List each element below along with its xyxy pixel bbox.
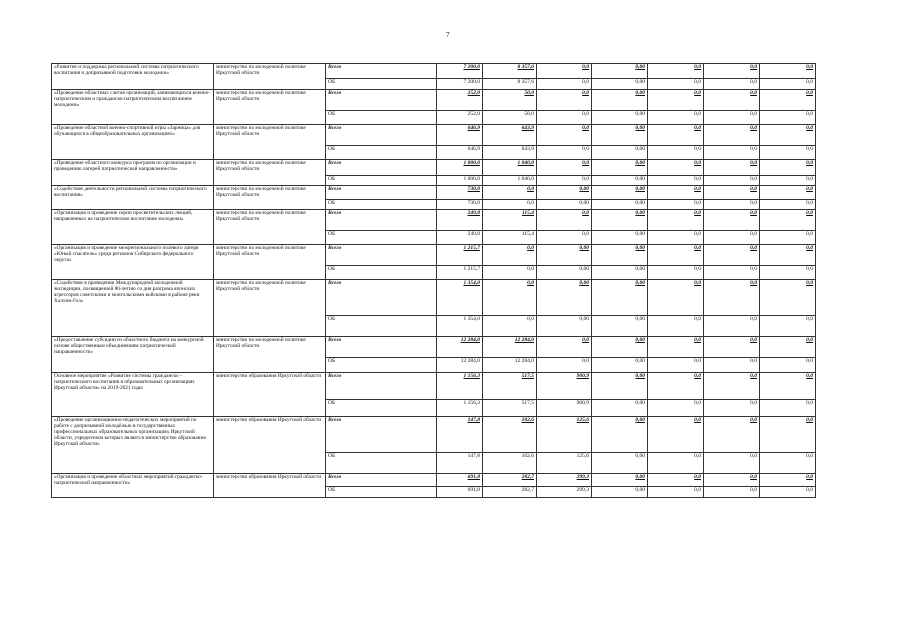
- total-value-cell: 0,00: [592, 373, 648, 400]
- total-value-cell: 249,8: [437, 210, 483, 231]
- event-name-cell: «Организация и проведение областных мероприятий гражданско-патриотической направленности»: [52, 474, 214, 498]
- ob-value-cell: 0,0: [704, 200, 760, 210]
- ob-value-cell: 50,0: [483, 111, 537, 125]
- table-row: [52, 160, 816, 176]
- funding-source-total-label: Всего: [326, 337, 437, 358]
- total-value-cell: 115,4: [483, 210, 537, 231]
- ob-value-cell: 0,0: [483, 200, 537, 210]
- ob-value-cell: 0,0: [648, 266, 704, 280]
- ob-value-cell: 1 156,3: [437, 400, 483, 417]
- ob-value-cell: 0,0: [760, 358, 816, 373]
- ob-value-cell: 0,0: [648, 316, 704, 337]
- ob-value-cell: 0,0: [648, 453, 704, 474]
- ob-value-cell: 0,0: [704, 79, 760, 90]
- responsible-cell: министерство по молодежной политике Иркутской области: [214, 210, 326, 245]
- total-value-cell: 691,8: [437, 474, 483, 487]
- total-value-cell: 0,0: [483, 186, 537, 200]
- ob-value-cell: 7 200,0: [437, 79, 483, 90]
- ob-value-cell: 147,8: [437, 453, 483, 474]
- total-value-cell: 0,00: [592, 160, 648, 176]
- total-value-cell: 0,00: [592, 64, 648, 79]
- responsible-cell: министерство по молодежной политике Иркутской области: [214, 280, 326, 337]
- ob-value-cell: 0,00: [592, 358, 648, 373]
- funding-source-total-label: Всего: [326, 210, 437, 231]
- ob-value-cell: 252,0: [437, 111, 483, 125]
- ob-value-cell: 0,0: [760, 111, 816, 125]
- total-value-cell: 0,0: [648, 125, 704, 146]
- total-value-cell: 0,0: [537, 210, 592, 231]
- total-value-cell: 0,00: [537, 280, 592, 316]
- ob-value-cell: 299,3: [537, 487, 592, 498]
- total-value-cell: 0,0: [648, 474, 704, 487]
- total-value-cell: 646,9: [437, 125, 483, 146]
- funding-source-ob-label: ОБ: [326, 453, 437, 474]
- total-value-cell: 0,0: [648, 417, 704, 453]
- funding-source-ob-label: ОБ: [326, 146, 437, 160]
- total-value-cell: 299,3: [537, 474, 592, 487]
- ob-value-cell: 646,9: [437, 146, 483, 160]
- total-value-cell: 0,0: [648, 90, 704, 111]
- total-value-cell: 1 000,0: [437, 160, 483, 176]
- event-name-cell: «Содействие в проведении Международной молодежной экспедиции, посвященной 80-летию со дня разгрома японских агрессоров советскими и монгольскими войсками в районе реки Халхин-Гол»: [52, 280, 214, 337]
- ob-value-cell: 249,8: [437, 231, 483, 245]
- ob-value-cell: 0,0: [704, 316, 760, 337]
- total-value-cell: 0,00: [592, 245, 648, 266]
- funding-source-total-label: Всего: [326, 280, 437, 316]
- ob-value-cell: 0,00: [592, 176, 648, 186]
- funding-source-total-label: Всего: [326, 64, 437, 79]
- total-value-cell: 0,0: [760, 90, 816, 111]
- ob-value-cell: 8 357,6: [483, 79, 537, 90]
- table-row: [52, 245, 816, 266]
- ob-value-cell: 0,00: [592, 79, 648, 90]
- ob-value-cell: 0,0: [648, 176, 704, 186]
- table-row: [52, 373, 816, 400]
- ob-value-cell: 0,0: [483, 266, 537, 280]
- total-value-cell: 0,00: [537, 186, 592, 200]
- total-value-cell: 0,0: [760, 337, 816, 358]
- ob-value-cell: 0,0: [648, 400, 704, 417]
- event-name-cell: «Проведение областных слетов организаций, занимающихся военно-патриотическим и гражданско-патриотическим воспитанием молодежи»: [52, 90, 214, 125]
- funding-source-ob-label: ОБ: [326, 316, 437, 337]
- total-value-cell: 0,0: [760, 160, 816, 176]
- funding-source-ob-label: ОБ: [326, 487, 437, 498]
- total-value-cell: 0,0: [760, 210, 816, 231]
- ob-value-cell: 0,0: [760, 231, 816, 245]
- ob-value-cell: 517,5: [483, 400, 537, 417]
- total-value-cell: 1 215,7: [437, 245, 483, 266]
- total-value-cell: 0,0: [648, 160, 704, 176]
- funding-source-ob-label: ОБ: [326, 266, 437, 280]
- event-name-cell: Основное мероприятие «Развитие системы гражданско - патриотического воспитания в образовательных организациях Иркутской области» на 2019-2021 годы: [52, 373, 214, 417]
- funding-source-ob-label: ОБ: [326, 79, 437, 90]
- ob-value-cell: 0,0: [483, 316, 537, 337]
- total-value-cell: 1 156,3: [437, 373, 483, 400]
- total-value-cell: 900,9: [537, 373, 592, 400]
- ob-value-cell: 1 040,0: [483, 176, 537, 186]
- total-value-cell: 0,00: [592, 210, 648, 231]
- total-value-cell: 0,0: [704, 90, 760, 111]
- ob-value-cell: 0,0: [537, 111, 592, 125]
- funding-source-ob-label: ОБ: [326, 176, 437, 186]
- ob-value-cell: 643,9: [483, 146, 537, 160]
- ob-value-cell: 0,0: [648, 358, 704, 373]
- ob-value-cell: 0,0: [760, 400, 816, 417]
- responsible-cell: министерство по молодежной политике Иркутской области: [214, 337, 326, 373]
- total-value-cell: 0,0: [704, 417, 760, 453]
- total-value-cell: 7 200,0: [437, 64, 483, 79]
- total-value-cell: 0,0: [537, 64, 592, 79]
- table-row: [52, 417, 816, 453]
- ob-value-cell: 102,6: [483, 453, 537, 474]
- ob-value-cell: 0,00: [592, 231, 648, 245]
- total-value-cell: 50,0: [483, 90, 537, 111]
- ob-value-cell: 0,00: [592, 400, 648, 417]
- ob-value-cell: 0,0: [648, 79, 704, 90]
- total-value-cell: 0,0: [760, 125, 816, 146]
- total-value-cell: 125,6: [537, 417, 592, 453]
- ob-value-cell: 0,0: [760, 176, 816, 186]
- ob-value-cell: 0,0: [704, 176, 760, 186]
- table-row: [52, 186, 816, 200]
- ob-value-cell: 1 354,0: [437, 316, 483, 337]
- funding-source-total-label: Всего: [326, 160, 437, 176]
- total-value-cell: 0,00: [592, 280, 648, 316]
- ob-value-cell: 0,00: [592, 146, 648, 160]
- event-name-cell: «Проведение областной военно-спортивной игры «Зарница» для обучающихся в общеобразовательных организациях»: [52, 125, 214, 160]
- total-value-cell: 0,0: [760, 64, 816, 79]
- responsible-cell: министерство по молодежной политике Иркутской области: [214, 90, 326, 125]
- total-value-cell: 0,0: [648, 186, 704, 200]
- total-value-cell: 0,0: [537, 125, 592, 146]
- ob-value-cell: 0,0: [760, 487, 816, 498]
- total-value-cell: 0,0: [704, 245, 760, 266]
- ob-value-cell: 0,0: [704, 400, 760, 417]
- total-value-cell: 0,00: [592, 125, 648, 146]
- ob-value-cell: 691,8: [437, 487, 483, 498]
- total-value-cell: 0,0: [648, 280, 704, 316]
- event-name-cell: «Организация и проведение серии просветительских лекций, направленных на патриотическое воспитание молодежи»: [52, 210, 214, 245]
- funding-source-ob-label: ОБ: [326, 400, 437, 417]
- total-value-cell: 1 040,0: [483, 160, 537, 176]
- total-value-cell: 0,0: [704, 337, 760, 358]
- ob-value-cell: 0,0: [648, 146, 704, 160]
- total-value-cell: 0,00: [592, 417, 648, 453]
- ob-value-cell: 0,00: [592, 266, 648, 280]
- funding-source-ob-label: ОБ: [326, 231, 437, 245]
- total-value-cell: 12 284,0: [437, 337, 483, 358]
- ob-value-cell: 0,0: [648, 200, 704, 210]
- funding-source-total-label: Всего: [326, 125, 437, 146]
- total-value-cell: 0,0: [704, 125, 760, 146]
- ob-value-cell: 0,00: [592, 453, 648, 474]
- responsible-cell: министерство по молодежной политике Иркутской области: [214, 64, 326, 90]
- total-value-cell: 0,0: [760, 373, 816, 400]
- responsible-cell: министерство образования Иркутской области: [214, 474, 326, 498]
- ob-value-cell: 0,0: [648, 487, 704, 498]
- funding-source-ob-label: ОБ: [326, 358, 437, 373]
- page-number: 7: [446, 31, 450, 39]
- ob-value-cell: 0,00: [592, 487, 648, 498]
- ob-value-cell: 0,0: [704, 453, 760, 474]
- total-value-cell: 517,5: [483, 373, 537, 400]
- total-value-cell: 0,0: [760, 280, 816, 316]
- event-name-cell: «Содействие деятельности региональной системы патриотического воспитания»: [52, 186, 214, 210]
- ob-value-cell: 115,4: [483, 231, 537, 245]
- total-value-cell: 252,0: [437, 90, 483, 111]
- table-row: [52, 64, 816, 79]
- funding-source-total-label: Всего: [326, 474, 437, 487]
- ob-value-cell: 1 215,7: [437, 266, 483, 280]
- funding-source-total-label: Всего: [326, 417, 437, 453]
- funding-source-total-label: Всего: [326, 90, 437, 111]
- responsible-cell: министерство образования Иркутской области: [214, 373, 326, 417]
- total-value-cell: 147,8: [437, 417, 483, 453]
- ob-value-cell: 0,0: [704, 266, 760, 280]
- total-value-cell: 0,0: [483, 245, 537, 266]
- total-value-cell: 0,00: [592, 186, 648, 200]
- total-value-cell: 0,0: [704, 474, 760, 487]
- ob-value-cell: 0,0: [537, 146, 592, 160]
- ob-value-cell: 0,0: [760, 200, 816, 210]
- ob-value-cell: 12 284,0: [483, 358, 537, 373]
- total-value-cell: 0,0: [537, 337, 592, 358]
- total-value-cell: 0,0: [760, 186, 816, 200]
- total-value-cell: 0,0: [648, 337, 704, 358]
- ob-value-cell: 0,0: [760, 316, 816, 337]
- event-name-cell: «Проведение организационно-педагогических мероприятий по работе с допризывной молодёжью в государственных профессиональных образовательных организациях Иркутской области, учредителем которых является министерство образования Иркутской области»: [52, 417, 214, 474]
- responsible-cell: министерство образования Иркутской области: [214, 417, 326, 474]
- total-value-cell: 0,0: [760, 245, 816, 266]
- ob-value-cell: 0,00: [592, 200, 648, 210]
- total-value-cell: 0,0: [704, 280, 760, 316]
- ob-value-cell: 0,0: [760, 266, 816, 280]
- event-name-cell: «Предоставление субсидии из областного бюджета на конкурсной основе общественным объединениям патриотической направленности»: [52, 337, 214, 373]
- funding-source-total-label: Всего: [326, 245, 437, 266]
- total-value-cell: 0,00: [592, 90, 648, 111]
- total-value-cell: 0,0: [704, 160, 760, 176]
- total-value-cell: 0,0: [648, 245, 704, 266]
- event-name-cell: «Организация и проведение межрегионального полевого лагеря «Юный спасатель» среди регионов Сибирского федерального округа»: [52, 245, 214, 280]
- ob-value-cell: 125,6: [537, 453, 592, 474]
- total-value-cell: 0,0: [704, 373, 760, 400]
- ob-value-cell: 0,0: [537, 79, 592, 90]
- total-value-cell: 0,0: [537, 90, 592, 111]
- ob-value-cell: 0,0: [648, 231, 704, 245]
- ob-value-cell: 0,0: [760, 146, 816, 160]
- ob-value-cell: 0,0: [537, 231, 592, 245]
- responsible-cell: министерство по молодежной политике Иркутской области: [214, 125, 326, 160]
- funding-source-ob-label: ОБ: [326, 111, 437, 125]
- ob-value-cell: 900,9: [537, 400, 592, 417]
- ob-value-cell: 282,7: [483, 487, 537, 498]
- total-value-cell: 0,0: [648, 373, 704, 400]
- ob-value-cell: 0,0: [704, 487, 760, 498]
- ob-value-cell: 0,0: [704, 146, 760, 160]
- total-value-cell: 0,0: [537, 160, 592, 176]
- total-value-cell: 0,00: [537, 245, 592, 266]
- budget-table: [51, 63, 816, 498]
- table-row: [52, 337, 816, 358]
- total-value-cell: 1 354,0: [437, 280, 483, 316]
- total-value-cell: 102,6: [483, 417, 537, 453]
- responsible-cell: министерство по молодежной политике Иркутской области: [214, 245, 326, 280]
- table-row: [52, 210, 816, 231]
- table-row: [52, 90, 816, 111]
- table-row: [52, 125, 816, 146]
- ob-value-cell: 0,0: [537, 176, 592, 186]
- ob-value-cell: 0,00: [537, 316, 592, 337]
- funding-source-ob-label: ОБ: [326, 200, 437, 210]
- ob-value-cell: 0,0: [648, 111, 704, 125]
- total-value-cell: 0,0: [760, 474, 816, 487]
- ob-value-cell: 0,00: [537, 266, 592, 280]
- ob-value-cell: 0,00: [592, 316, 648, 337]
- ob-value-cell: 0,0: [760, 79, 816, 90]
- total-value-cell: 0,0: [704, 64, 760, 79]
- total-value-cell: 0,0: [704, 210, 760, 231]
- ob-value-cell: 0,0: [704, 358, 760, 373]
- funding-source-total-label: Всего: [326, 186, 437, 200]
- ob-value-cell: 0,0: [704, 111, 760, 125]
- funding-source-total-label: Всего: [326, 373, 437, 400]
- total-value-cell: 12 284,0: [483, 337, 537, 358]
- total-value-cell: 0,0: [483, 280, 537, 316]
- total-value-cell: 0,00: [592, 337, 648, 358]
- ob-value-cell: 12 284,0: [437, 358, 483, 373]
- responsible-cell: министерство по молодежной политике Иркутской области: [214, 160, 326, 186]
- total-value-cell: 0,0: [760, 417, 816, 453]
- ob-value-cell: 0,00: [537, 200, 592, 210]
- ob-value-cell: 730,0: [437, 200, 483, 210]
- event-name-cell: «Проведение областного конкурса программ по организации и проведению лагерей патриотической направленности»: [52, 160, 214, 186]
- total-value-cell: 0,0: [648, 210, 704, 231]
- total-value-cell: 0,0: [648, 64, 704, 79]
- total-value-cell: 8 357,6: [483, 64, 537, 79]
- total-value-cell: 282,7: [483, 474, 537, 487]
- table-row: [52, 474, 816, 487]
- event-name-cell: «Развитие и поддержка региональной системы патриотического воспитания и допризывной подготовки молодежи»: [52, 64, 214, 90]
- total-value-cell: 0,0: [704, 186, 760, 200]
- total-value-cell: 643,9: [483, 125, 537, 146]
- total-value-cell: 730,0: [437, 186, 483, 200]
- table-row: [52, 280, 816, 316]
- ob-value-cell: 0,0: [760, 453, 816, 474]
- responsible-cell: министерство по молодежной политике Иркутской области: [214, 186, 326, 210]
- ob-value-cell: 0,00: [592, 111, 648, 125]
- ob-value-cell: 1 000,0: [437, 176, 483, 186]
- ob-value-cell: 0,0: [704, 231, 760, 245]
- total-value-cell: 0,00: [592, 474, 648, 487]
- ob-value-cell: 0,0: [537, 358, 592, 373]
